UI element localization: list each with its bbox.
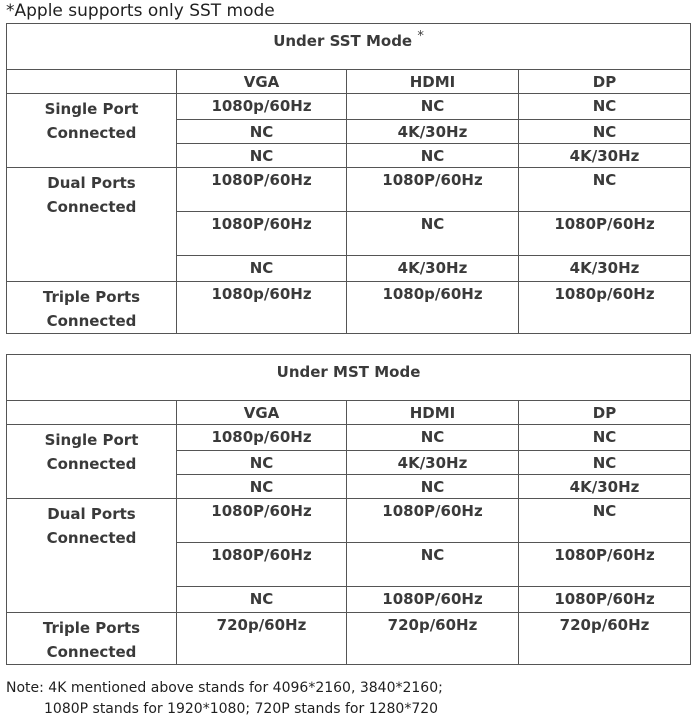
row-group-label [7,499,177,613]
resolution-cell: NC [519,94,691,120]
table-title-mark: * [417,29,424,44]
mst-mode-table [6,354,691,665]
row-group-label [7,282,177,334]
column-header-dp: DP [519,401,691,425]
resolution-cell: 1080P/60Hz [177,212,347,256]
resolution-cell: NC [177,451,347,475]
table-row [7,613,691,665]
resolution-cell: 1080P/60Hz [347,499,519,543]
resolution-cell: NC [347,212,519,256]
column-header-dp: DP [519,70,691,94]
row-group-label-line: Connected [46,455,137,473]
row-group-label-line: Single Port [44,100,139,118]
resolution-cell: NC [519,425,691,451]
resolution-cell: NC [519,451,691,475]
column-header-hdmi: HDMI [347,70,519,94]
resolution-cell: 4K/30Hz [347,120,519,144]
resolution-cell: 1080P/60Hz [347,587,519,613]
resolution-cell: NC [347,144,519,168]
row-group-label-line: Single Port [44,431,139,449]
resolution-cell: NC [347,94,519,120]
table-row [7,94,691,120]
resolution-cell: NC [347,425,519,451]
column-header-vga: VGA [177,401,347,425]
corner-cell [7,70,177,94]
table-row [7,499,691,543]
table-title [7,355,691,401]
resolution-cell: NC [519,120,691,144]
resolution-cell: 4K/30Hz [519,144,691,168]
row-group-label-line: Connected [46,312,137,330]
resolution-cell: NC [177,256,347,282]
resolution-cell: 1080p/60Hz [177,282,347,334]
sst-mode-table [6,23,691,334]
row-group-label [7,168,177,282]
resolution-cell: NC [177,120,347,144]
column-header-hdmi: HDMI [347,401,519,425]
resolution-cell: 1080p/60Hz [177,94,347,120]
resolution-cell: 4K/30Hz [347,451,519,475]
header-note: *Apple supports only SST mode [6,1,275,21]
resolution-cell: 720p/60Hz [347,613,519,665]
row-group-label-line: Connected [46,643,137,661]
footer-note-line-1: Note: 4K mentioned above stands for 4096*2160, 3840*2160; [6,680,443,696]
table-title-text: Under MST Mode [276,363,421,381]
corner-cell [7,401,177,425]
row-group-label-line: Dual Ports [47,174,136,192]
resolution-cell: 1080p/60Hz [519,282,691,334]
table-title [7,24,691,70]
row-group-label-line: Dual Ports [47,505,136,523]
resolution-cell: 1080P/60Hz [177,499,347,543]
resolution-cell: 720p/60Hz [177,613,347,665]
row-group-label [7,425,177,499]
resolution-cell: NC [519,168,691,212]
resolution-cell: 1080P/60Hz [177,543,347,587]
column-header-vga: VGA [177,70,347,94]
resolution-cell: NC [519,499,691,543]
table-title-text: Under SST Mode [273,32,413,50]
resolution-cell: 1080P/60Hz [519,543,691,587]
table-row [7,425,691,451]
resolution-cell: 1080P/60Hz [347,168,519,212]
resolution-cell: 1080P/60Hz [519,212,691,256]
row-group-label-line: Triple Ports [42,288,141,306]
row-group-label [7,613,177,665]
footer-note [6,678,443,720]
resolution-cell: 720p/60Hz [519,613,691,665]
resolution-cell: 4K/30Hz [519,256,691,282]
table-row [7,168,691,212]
row-group-label-line: Triple Ports [42,619,141,637]
row-group-label [7,94,177,168]
row-group-label-line: Connected [46,529,137,547]
row-group-label-line: Connected [46,198,137,216]
resolution-cell: 1080p/60Hz [177,425,347,451]
resolution-cell: 1080p/60Hz [347,282,519,334]
resolution-cell: NC [177,475,347,499]
resolution-cell: NC [177,144,347,168]
resolution-cell: NC [347,475,519,499]
resolution-cell: NC [177,587,347,613]
resolution-cell: 1080P/60Hz [177,168,347,212]
row-group-label-line: Connected [46,124,137,142]
footer-note-line-2: 1080P stands for 1920*1080; 720P stands for 1280*720 [44,701,439,717]
table-row [7,282,691,334]
resolution-cell: NC [347,543,519,587]
resolution-cell: 4K/30Hz [347,256,519,282]
resolution-cell: 4K/30Hz [519,475,691,499]
resolution-cell: 1080P/60Hz [519,587,691,613]
